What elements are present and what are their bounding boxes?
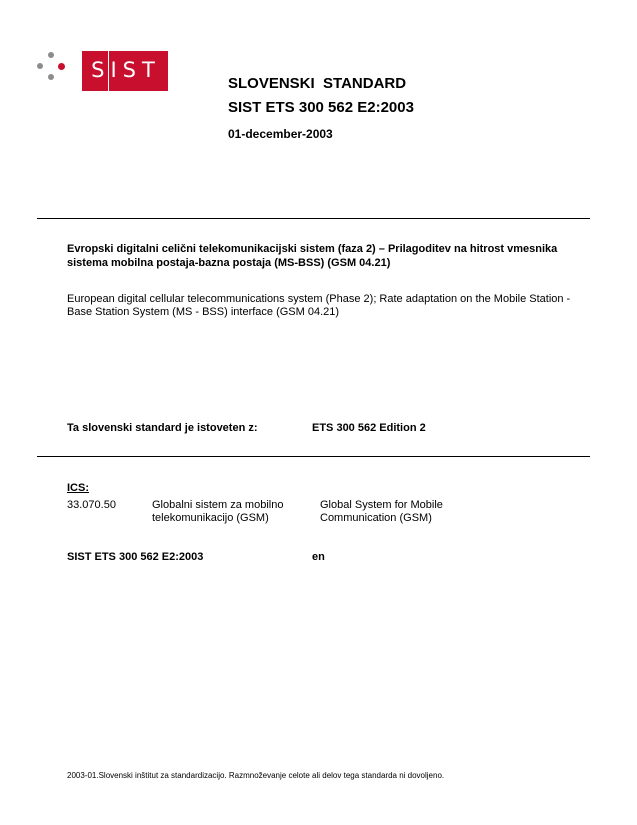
middle-divider xyxy=(37,456,590,457)
logo-dot-bottom xyxy=(48,74,54,80)
standard-code-title: SIST ETS 300 562 E2:2003 xyxy=(228,99,414,116)
logo-text: SIST xyxy=(91,58,161,82)
ics-label: ICS: xyxy=(67,482,89,494)
ics-code: 33.070.50 xyxy=(67,499,116,511)
title-slovenian: Evropski digitalni celični telekomunikacijski sistem (faza 2) – Prilagoditev na hitrost vmesnika sistema mobilna postaja-bazna postaja (MS-BSS) (GSM 04.21) xyxy=(67,243,558,269)
logo-dot-top xyxy=(48,52,54,58)
standard-language: en xyxy=(312,551,325,563)
logo-dot-left xyxy=(37,63,43,69)
title-english: European digital cellular telecommunications system (Phase 2); Rate adaptation on the Mobile Station - Base Station System (MS - BSS) interface (GSM 04.21) xyxy=(67,293,571,318)
equivalence-value: ETS 300 562 Edition 2 xyxy=(312,422,426,434)
logo-dot-right xyxy=(58,63,65,70)
standard-code: SIST ETS 300 562 E2:2003 xyxy=(67,551,204,563)
publication-date: 01-december-2003 xyxy=(228,127,333,141)
document-type-title: SLOVENSKI STANDARD xyxy=(228,75,407,92)
equivalence-label: Ta slovenski standard je istoveten z: xyxy=(67,422,258,434)
ics-description-english: Global System for Mobile Communication (GSM) xyxy=(320,499,443,524)
copyright-footer: 2003-01.Slovenski inštitut za standardizacijo. Razmnoževanje celote ali delov tega standarda ni dovoljeno. xyxy=(67,771,445,780)
ics-description-slovenian: Globalni sistem za mobilno telekomunikacijo (GSM) xyxy=(152,499,284,524)
top-divider xyxy=(37,218,590,219)
